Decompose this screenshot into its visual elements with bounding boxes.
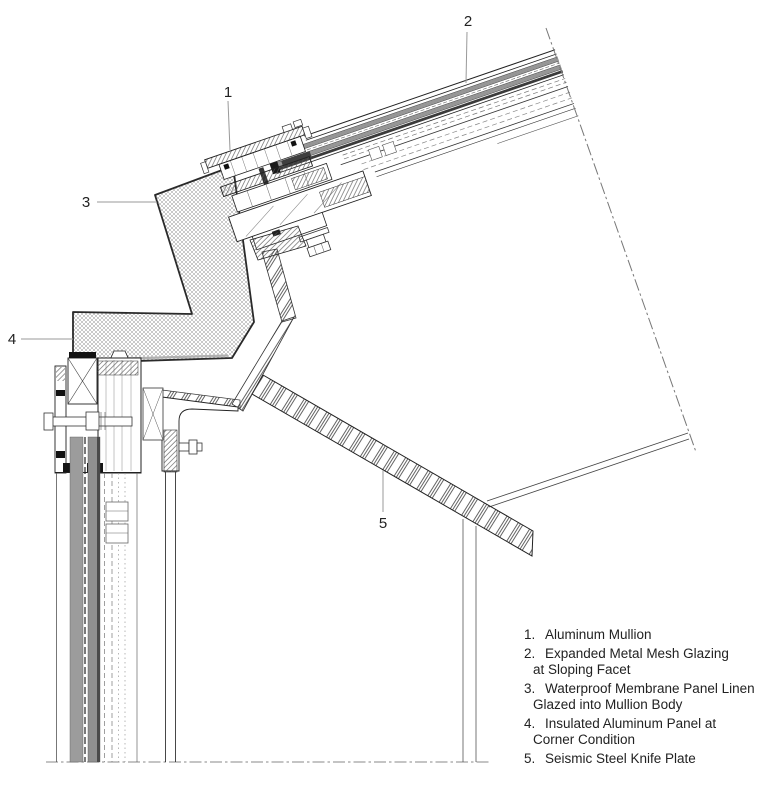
- legend-item-2: [524, 646, 768, 678]
- legend-num: 2.: [524, 646, 536, 662]
- legend-text: Glazed into Mullion Body: [533, 697, 683, 712]
- knife-fin: [262, 249, 296, 322]
- section-cut-line-right: [546, 28, 696, 452]
- metal-mesh-layer-outer: [271, 0, 745, 160]
- leader-1: [228, 101, 230, 150]
- legend-text: Corner Condition: [533, 732, 636, 747]
- metal-mesh-layer-inner: [274, 1, 748, 168]
- bracket-leg-hatched: [164, 430, 177, 472]
- legend-item-3: [524, 681, 768, 713]
- spacer-box: [143, 388, 163, 440]
- vertical-glazing-unit: [57, 437, 176, 762]
- vertical-mullion-assembly: [44, 352, 163, 473]
- glazing-dark-interlayer: [275, 6, 749, 171]
- legend-text: Insulated Aluminum Panel at: [545, 716, 717, 732]
- keynote-legend: [524, 627, 768, 770]
- legend-num: 5.: [524, 751, 536, 767]
- legend-text: Aluminum Mullion: [545, 627, 652, 642]
- callout-5: 5: [378, 515, 388, 532]
- thermal-break-box: [68, 352, 97, 404]
- legend-text: Expanded Metal Mesh Glazing: [545, 646, 729, 662]
- callout-4: 4: [7, 331, 17, 348]
- callout-3: 3: [81, 194, 91, 211]
- legend-text: at Sloping Facet: [533, 662, 631, 677]
- legend-num: 4.: [524, 716, 536, 732]
- callout-2: 2: [463, 13, 473, 30]
- callout-1: 1: [223, 84, 233, 101]
- legend-item-1: [524, 627, 768, 643]
- leader-2: [466, 32, 467, 83]
- facet-bottom-chord: [487, 433, 689, 507]
- legend-text: Waterproof Membrane Panel Linen: [545, 681, 755, 697]
- lower-frame-verticals: [463, 519, 476, 762]
- legend-num: 3.: [524, 681, 536, 697]
- legend-item-5: [524, 751, 768, 767]
- legend-num: 1.: [524, 627, 536, 642]
- legend-text: Seismic Steel Knife Plate: [545, 751, 696, 767]
- legend-item-4: [524, 716, 768, 748]
- knife-plate: [252, 375, 533, 556]
- bracket-bolt: [179, 440, 202, 454]
